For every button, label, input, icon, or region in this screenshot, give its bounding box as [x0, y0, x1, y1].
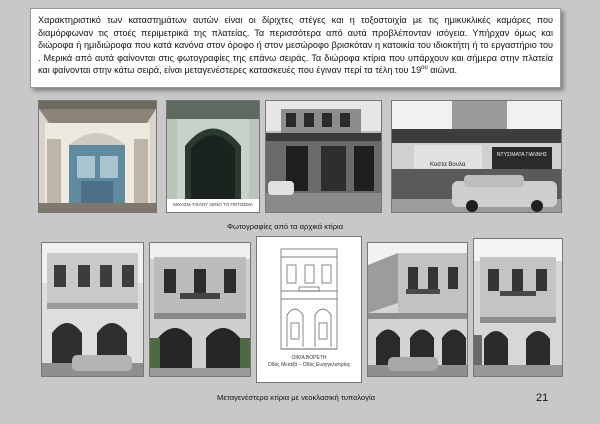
photo-archive-4-sign-right: ΝΤΥΣΙΜΑΤΑ ΓΙΑΝΝΗΣ [496, 152, 548, 158]
photo-later-3 [367, 242, 468, 377]
sketch-subtitle: Οδός Μεταξά – Οδός Ευαγγελιστρίας [267, 362, 351, 368]
top-row-caption: Φωτογραφίες από τα αρχικά κτίρια [227, 222, 344, 231]
photo-archive-1 [38, 100, 157, 213]
photo-later-4 [473, 238, 563, 377]
photo-later-2 [149, 242, 251, 377]
bottom-row-caption: Μεταγενέστερα κτίρια με νεοκλασική τυπολογία [217, 393, 376, 402]
photo-archive-2-label: ΜΙΧΑΣΜ ΤΙΧΛΟΥ ΞΕΝΟ ΤΟ ΠΟΤΟΣΜΑ [173, 202, 253, 207]
intro-textbox [30, 8, 561, 88]
intro-text-end: αιώνα. [427, 65, 458, 76]
intro-text: Χαρακτηριστικό των καταστημάτων αυτών είναι οι δίριχτες στέγες και η τοξοστοιχία με τις ημικυκλικές καμάρες που διαμόρφωναν τις στοές περιμετρικά της πλατείας. Τα περισσότερα από αυτά προβλέπονταν ισόγεια. Υπήρχαν όμως και διώροφα ή ημιδιώροφα που κατά κανόνα στον όροφο ή στον μεσώροφο βρισκόταν η κατοικία του ιδιοκτήτη ή το εργαστήριο του . Μερικά από αυτά φαίνονται στις φωτογραφίες της επάνω σειράς. Τα διώροφα κτίρια που υπάρχουν και σήμερα στην πλατεία και φαίνονται στην κάτω σειρά, είναι μεταγενέστερες κατασκευές που έγιναν περί τα τέλη του 19 [38, 15, 553, 76]
page-number: 21 [536, 392, 549, 404]
photo-archive-2 [166, 100, 260, 213]
photo-archive-3 [265, 100, 382, 213]
photo-archive-4 [391, 100, 562, 213]
photo-later-1 [41, 242, 144, 377]
sketch-title: ΟΙΚΙΑ ΒΟΡΕΤΗ [291, 355, 327, 361]
architectural-sketch [256, 236, 362, 383]
photo-archive-4-sign-left: Κοστα Βουλα [430, 162, 466, 168]
intro-superscript: ου [421, 65, 428, 72]
